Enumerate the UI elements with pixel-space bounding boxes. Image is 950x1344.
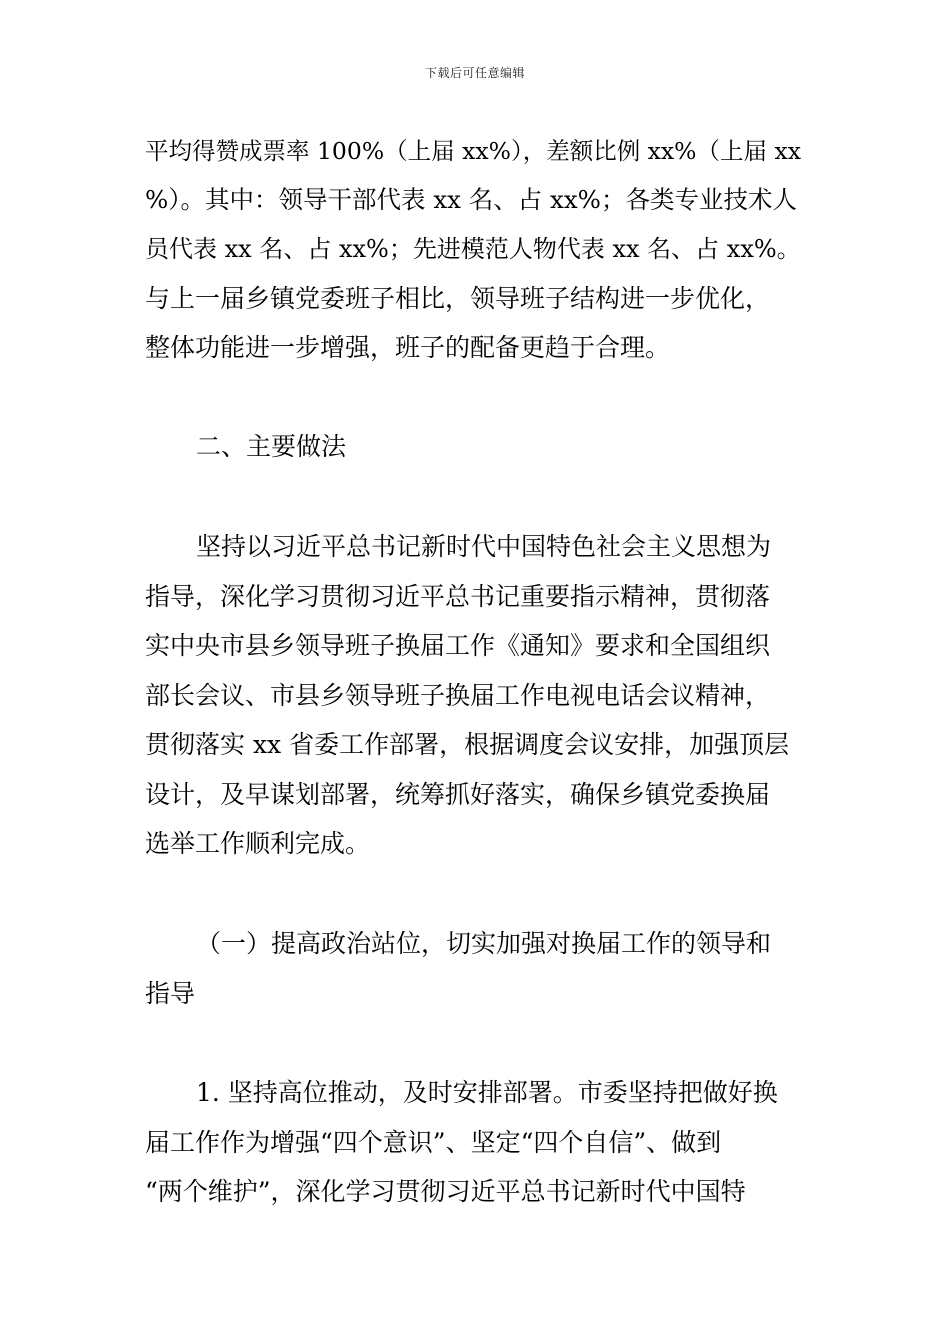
- paragraph-line: 与上一届乡镇党委班子相比，领导班子结构进一步优化，: [145, 284, 771, 313]
- heading-line: （一）提高政治站位，切实加强对换届工作的领导和: [196, 929, 772, 958]
- paragraph-line: 1. 坚持高位推动，及时安排部署。市委坚持把做好换: [196, 1078, 778, 1107]
- section-heading: 二、主要做法: [196, 432, 347, 461]
- heading-line: 指导: [145, 979, 196, 1008]
- paragraph-line: 部长会议、市县乡领导班子换届工作电视电话会议精神，: [145, 681, 771, 710]
- page-header: 下载后可任意编辑: [424, 66, 525, 80]
- paragraph-line: 选举工作顺利完成。: [145, 829, 371, 858]
- paragraph-line: 平均得赞成票率 100%（上届 xx%），差额比例 xx%（上届 xx: [145, 137, 801, 165]
- paragraph-line: 届工作作为增强“四个意识”、坚定“四个自信”、做到: [145, 1128, 722, 1157]
- paragraph-line: 实中央市县乡领导班子换届工作《通知》要求和全国组织: [145, 631, 771, 660]
- paragraph-line: 贯彻落实 xx 省委工作部署，根据调度会议安排，加强顶层: [145, 730, 790, 759]
- paragraph-line: 设计，及早谋划部署，统筹抓好落实，确保乡镇党委换届: [145, 780, 771, 809]
- paragraph-line: 坚持以习近平总书记新时代中国特色社会主义思想为: [196, 532, 772, 561]
- paragraph-line: 整体功能进一步增强，班子的配备更趋于合理。: [145, 333, 671, 362]
- paragraph-line: “两个维护”，深化学习贯彻习近平总书记新时代中国特: [145, 1177, 746, 1206]
- paragraph-line: 员代表 xx 名、占 xx%；先进模范人物代表 xx 名、占 xx%。: [145, 235, 801, 263]
- paragraph-line: %）。其中：领导干部代表 xx 名、占 xx%；各类专业技术人: [145, 185, 797, 214]
- paragraph-line: 指导，深化学习贯彻习近平总书记重要指示精神，贯彻落: [145, 582, 771, 611]
